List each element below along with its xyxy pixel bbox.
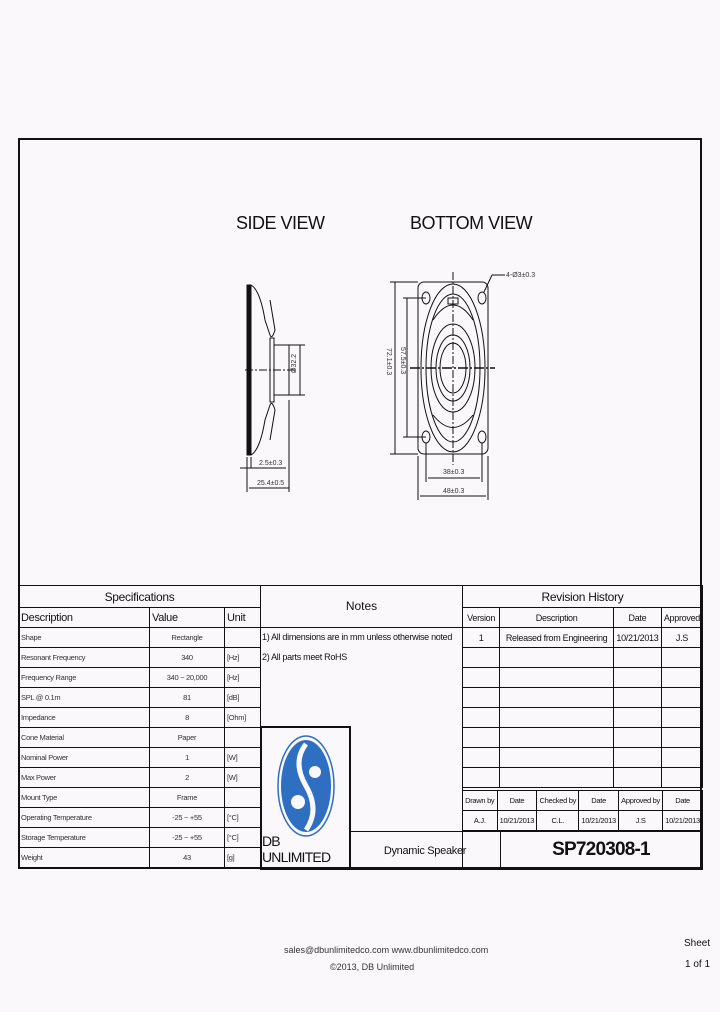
signoff-header: Date (579, 791, 619, 811)
rev-approved (661, 768, 702, 788)
revision-row (463, 728, 703, 748)
part-number-box (462, 831, 703, 870)
spec-description: Max Power (19, 768, 150, 788)
rev-date: 10/21/2013 (613, 628, 661, 648)
spec-row (19, 788, 261, 808)
rev-date (613, 768, 661, 788)
width-dim: 48±0.3 (443, 488, 465, 495)
note-2: 2) All parts meet RoHS (262, 652, 347, 662)
note-1: 1) All dimensions are in mm unless otherwise noted (262, 632, 453, 642)
revision-table (462, 585, 703, 788)
product-name: Dynamic Speaker (350, 831, 501, 870)
side-view-title: SIDE VIEW (236, 213, 325, 233)
spec-unit: [°C] (225, 828, 261, 848)
specifications-title: Specifications (19, 586, 261, 608)
rev-description (500, 648, 614, 668)
spec-row (19, 748, 261, 768)
spec-header-value: Value (150, 608, 225, 628)
bottom-view-drawing (390, 272, 505, 500)
spec-value: 340 ~ 20,000 (150, 668, 225, 688)
rev-version (463, 648, 500, 668)
rev-date (613, 728, 661, 748)
spec-description: Shape (19, 628, 150, 648)
signoff-value: 10/21/2013 (663, 811, 703, 831)
rev-approved (661, 708, 702, 728)
db-logo-icon (262, 732, 349, 842)
hole-dim: 4-Ø3±0.3 (506, 272, 536, 279)
spec-row (19, 848, 261, 868)
spec-value: -25 ~ +55 (150, 808, 225, 828)
logo-text: DB UNLIMITED (262, 833, 331, 865)
rev-description (500, 728, 614, 748)
signoff-header: Drawn by (463, 791, 498, 811)
rev-approved (661, 748, 702, 768)
rev-approved: J.S (661, 628, 702, 648)
copyright: ©2013, DB Unlimited (330, 962, 415, 972)
rev-version: 1 (463, 628, 500, 648)
signoff-header: Date (663, 791, 703, 811)
revision-row (463, 648, 703, 668)
signoff-value: 10/21/2013 (579, 811, 619, 831)
rev-date (613, 668, 661, 688)
specifications-table (18, 585, 261, 868)
hole-pitch-h-dim: 38±0.3 (443, 469, 465, 476)
signoff-value: 10/21/2013 (497, 811, 537, 831)
spec-value: 8 (150, 708, 225, 728)
spec-description: Resonant Frequency (19, 648, 150, 668)
rev-description (500, 748, 614, 768)
spec-value: Frame (150, 788, 225, 808)
signoff-header: Date (497, 791, 537, 811)
rev-description: Released from Engineering (500, 628, 614, 648)
spec-row (19, 808, 261, 828)
spec-unit: [Hz] (225, 648, 261, 668)
spec-description: Operating Temperature (19, 808, 150, 828)
signoff-header: Approved by (619, 791, 663, 811)
spec-header-unit: Unit (225, 608, 261, 628)
spec-row (19, 708, 261, 728)
signoff-table (462, 790, 703, 831)
bottom-view-title: BOTTOM VIEW (410, 213, 533, 233)
rev-version (463, 668, 500, 688)
rev-header-version: Version (463, 608, 500, 628)
contact-info: sales@dbunlimitedco.com www.dbunlimitedco.com (284, 945, 489, 955)
rev-date (613, 748, 661, 768)
rev-description (500, 668, 614, 688)
logo-box (260, 726, 351, 870)
spec-unit (225, 788, 261, 808)
spec-row (19, 628, 261, 648)
signoff-value: J.S (619, 811, 663, 831)
hole-pitch-v-dim: 57.5±0.3 (399, 347, 406, 375)
spec-header-description: Description (19, 608, 150, 628)
spec-value: 340 (150, 648, 225, 668)
spec-description: Mount Type (19, 788, 150, 808)
signoff-value: C.L. (537, 811, 579, 831)
spec-value: 43 (150, 848, 225, 868)
spec-description: Frequency Range (19, 668, 150, 688)
revision-row (463, 688, 703, 708)
side-depth-dim: 25.4±0.5 (257, 480, 285, 487)
rev-version (463, 728, 500, 748)
spec-unit: [W] (225, 768, 261, 788)
spec-description: SPL @ 0.1m (19, 688, 150, 708)
signoff-values (463, 811, 703, 831)
rev-description (500, 708, 614, 728)
rev-version (463, 708, 500, 728)
rev-description (500, 768, 614, 788)
spec-description: Nominal Power (19, 748, 150, 768)
rev-version (463, 768, 500, 788)
spec-description: Cone Material (19, 728, 150, 748)
spec-value: Rectangle (150, 628, 225, 648)
spec-value: -25 ~ +55 (150, 828, 225, 848)
spec-value: 81 (150, 688, 225, 708)
revision-row (463, 628, 703, 648)
spec-description: Storage Temperature (19, 828, 150, 848)
sheet-label: Sheet (684, 938, 711, 949)
revision-row (463, 708, 703, 728)
spec-unit (225, 728, 261, 748)
signoff-header: Checked by (537, 791, 579, 811)
spec-value: 1 (150, 748, 225, 768)
spec-unit (225, 628, 261, 648)
spec-unit: [dB] (225, 688, 261, 708)
height-dim: 72.1±0.3 (385, 348, 392, 376)
side-magnet-dim: Ø32.2 (291, 353, 298, 373)
rev-header-date: Date (613, 608, 661, 628)
notes-title: Notes (260, 585, 463, 628)
spec-unit: [g] (225, 848, 261, 868)
signoff-headers (463, 791, 703, 811)
spec-row (19, 828, 261, 848)
spec-description: Weight (19, 848, 150, 868)
revision-title: Revision History (463, 586, 703, 608)
part-number: SP720308-1 (552, 839, 650, 860)
spec-value: 2 (150, 768, 225, 788)
spec-unit: [Ohm] (225, 708, 261, 728)
spec-row (19, 768, 261, 788)
technical-drawing (230, 260, 550, 510)
sheet-value: 1 of 1 (685, 959, 711, 970)
spec-row (19, 728, 261, 748)
revision-row (463, 768, 703, 788)
rev-version (463, 748, 500, 768)
spec-unit: [°C] (225, 808, 261, 828)
rev-approved (661, 648, 702, 668)
rev-date (613, 688, 661, 708)
spec-description: Impedance (19, 708, 150, 728)
spec-unit: [Hz] (225, 668, 261, 688)
spec-row (19, 648, 261, 668)
rev-approved (661, 728, 702, 748)
spec-row (19, 688, 261, 708)
spec-value: Paper (150, 728, 225, 748)
rev-approved (661, 688, 702, 708)
rev-description (500, 688, 614, 708)
rev-date (613, 648, 661, 668)
rev-header-description: Description (500, 608, 614, 628)
signoff-value: A.J. (463, 811, 498, 831)
rev-date (613, 708, 661, 728)
rev-approved (661, 668, 702, 688)
revision-row (463, 668, 703, 688)
rev-header-approved: Approved (661, 608, 702, 628)
revision-row (463, 748, 703, 768)
spec-unit: [W] (225, 748, 261, 768)
rev-version (463, 688, 500, 708)
side-thickness-dim: 2.5±0.3 (259, 460, 283, 467)
spec-row (19, 668, 261, 688)
